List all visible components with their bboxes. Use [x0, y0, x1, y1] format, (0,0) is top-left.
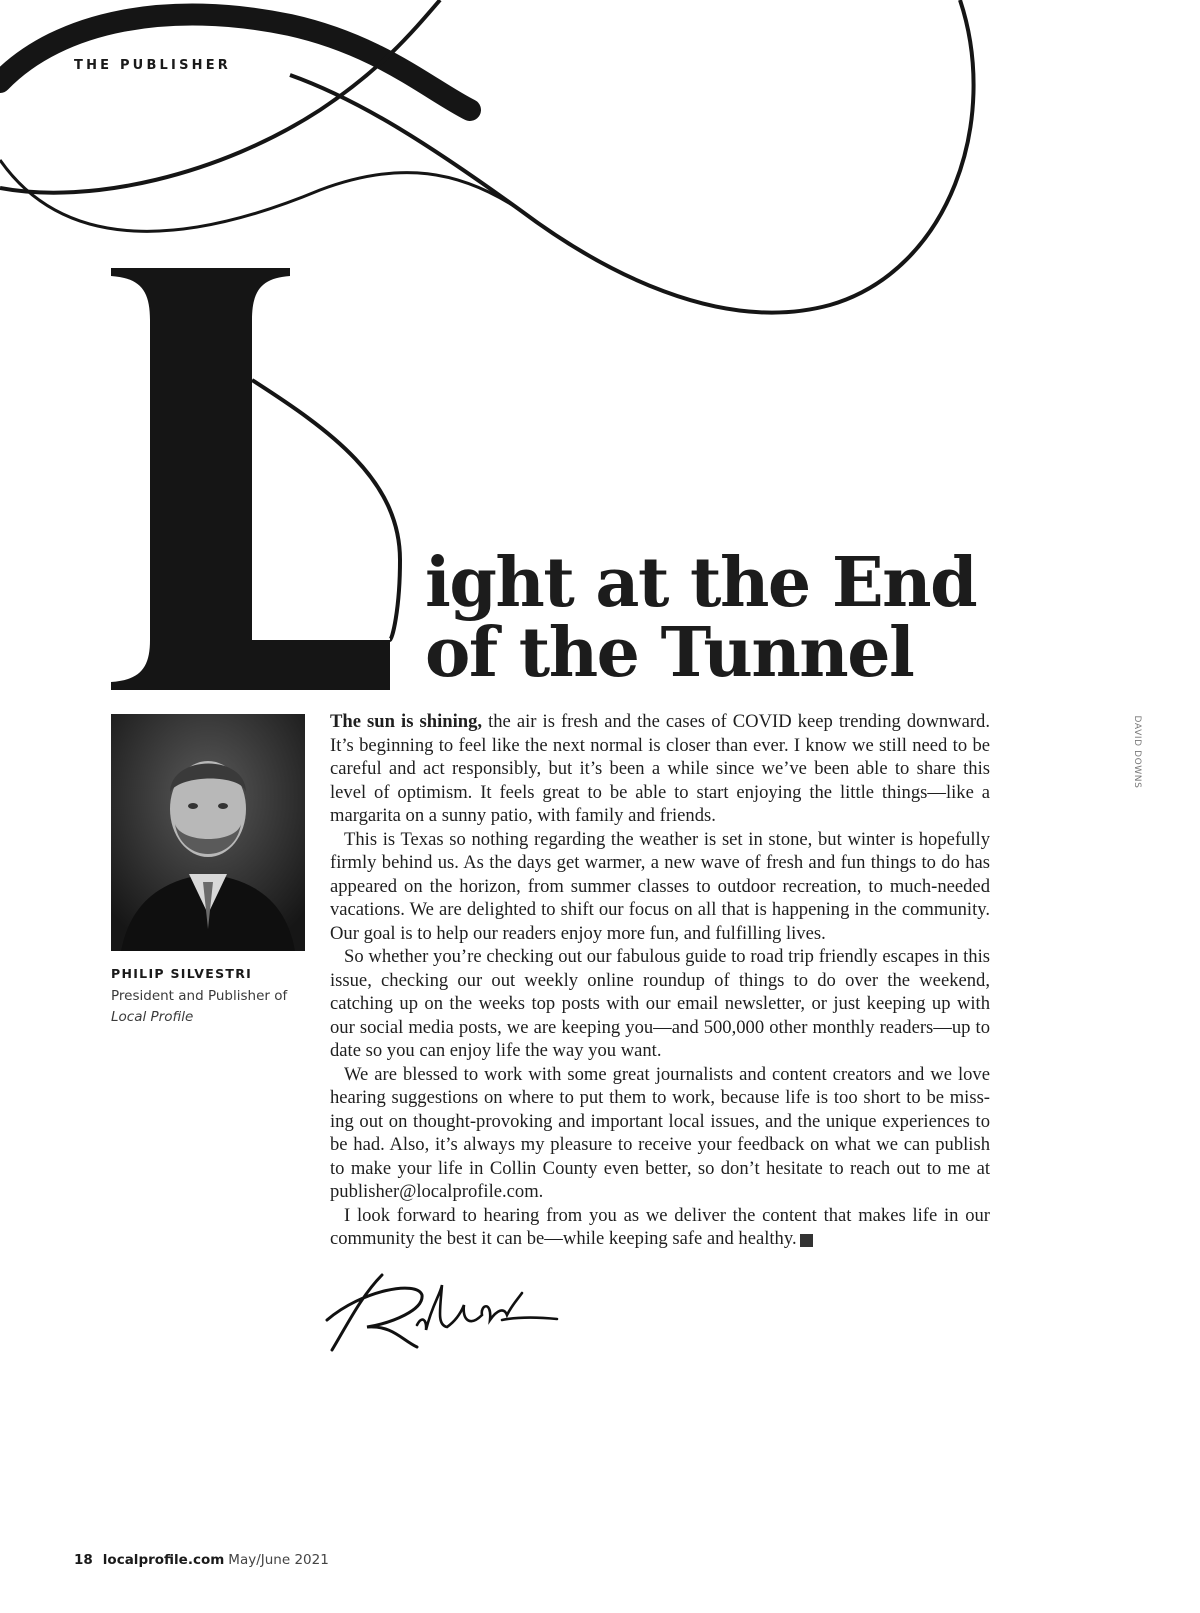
article-paragraph-5	[330, 1204, 990, 1251]
end-mark-icon: L	[800, 1234, 813, 1247]
section-label: THE PUBLISHER	[74, 58, 232, 73]
dropcap-letter-l	[111, 268, 400, 690]
author-publication: Local Profile	[111, 1009, 194, 1025]
footer-issue: May/June 2021	[228, 1552, 329, 1568]
dropcap-curve	[252, 380, 400, 640]
photo-credit-text: DAVID DOWNS	[1132, 715, 1142, 789]
headline	[425, 543, 1045, 693]
article-paragraph-1-text: the air is fresh and the cases of COVID keep trending downward. It’s beginning to feel like the next normal is closer than ever. I know we still need to be careful and act responsibly, but it’s been a while since we’ve been able to share this level of optimism. It feels great to be able to start enjoying the little things—like a margarita on a sunny patio, with family and friends.	[330, 711, 990, 826]
author-name: PHILIP SILVESTRI	[111, 966, 253, 981]
footer-site: localprofile.com	[102, 1552, 225, 1568]
author-title	[111, 986, 311, 1028]
author-photo-drawing	[111, 714, 305, 951]
article-paragraph-2: This is Texas so nothing regarding the weather is set in stone, but winter is hopefully firmly behind us. As the days get warmer, a new wave of fresh and fun things to do has appeared on the horizon, from summer classes to outdoor recreation, to much-needed vacations. We are delighted to shift our focus on all that is happening in the community. Our goal is to help our readers enjoy more fun, and fulfilling lives.	[330, 828, 990, 944]
article-paragraph-5-text: I look forward to hearing from you as we deliver the content that makes life in our community the best it can be—while keeping safe and healthy.	[330, 1204, 990, 1249]
article-paragraph-1	[330, 710, 990, 828]
photo-credit	[1131, 712, 1143, 792]
article-body	[330, 710, 990, 1251]
article-paragraph-4: We are blessed to work with some great journalists and content creators and we love hearing suggestions on where to put them to work, because life is too short to be miss-ing out on thought-provoking and important local issues, and the unique experiences to be had. Also, it’s always my pleasure to receive your feedback on what we can publish to make your life in Collin County even better, so don’t hesitate to reach out to me at publisher@localprofile.com.	[330, 1063, 990, 1202]
article-paragraph-3: So whether you’re checking out our fabulous guide to road trip friendly escapes in this issue, checking our out weekly online roundup of things to do over the weekend, catching up on the weeks top posts with our email newsletter, or just keeping up with our social media posts, we are keeping you—and 500,000 other monthly readers—up to date so you can enjoy life the way you want.	[330, 946, 990, 1061]
signature-icon	[322, 1265, 562, 1355]
page-number: 18	[74, 1552, 93, 1568]
article-lead-in: The sun is shining,	[330, 711, 483, 732]
swash-loop-large	[290, 0, 974, 313]
page-footer	[74, 1552, 329, 1568]
swash-line-lower	[0, 160, 520, 231]
author-photo	[111, 714, 305, 951]
author-role: President and Publisher of	[111, 988, 288, 1004]
swash-stroke-top	[0, 15, 470, 110]
headline-text: ight at the End of the Tunnel	[425, 543, 977, 693]
